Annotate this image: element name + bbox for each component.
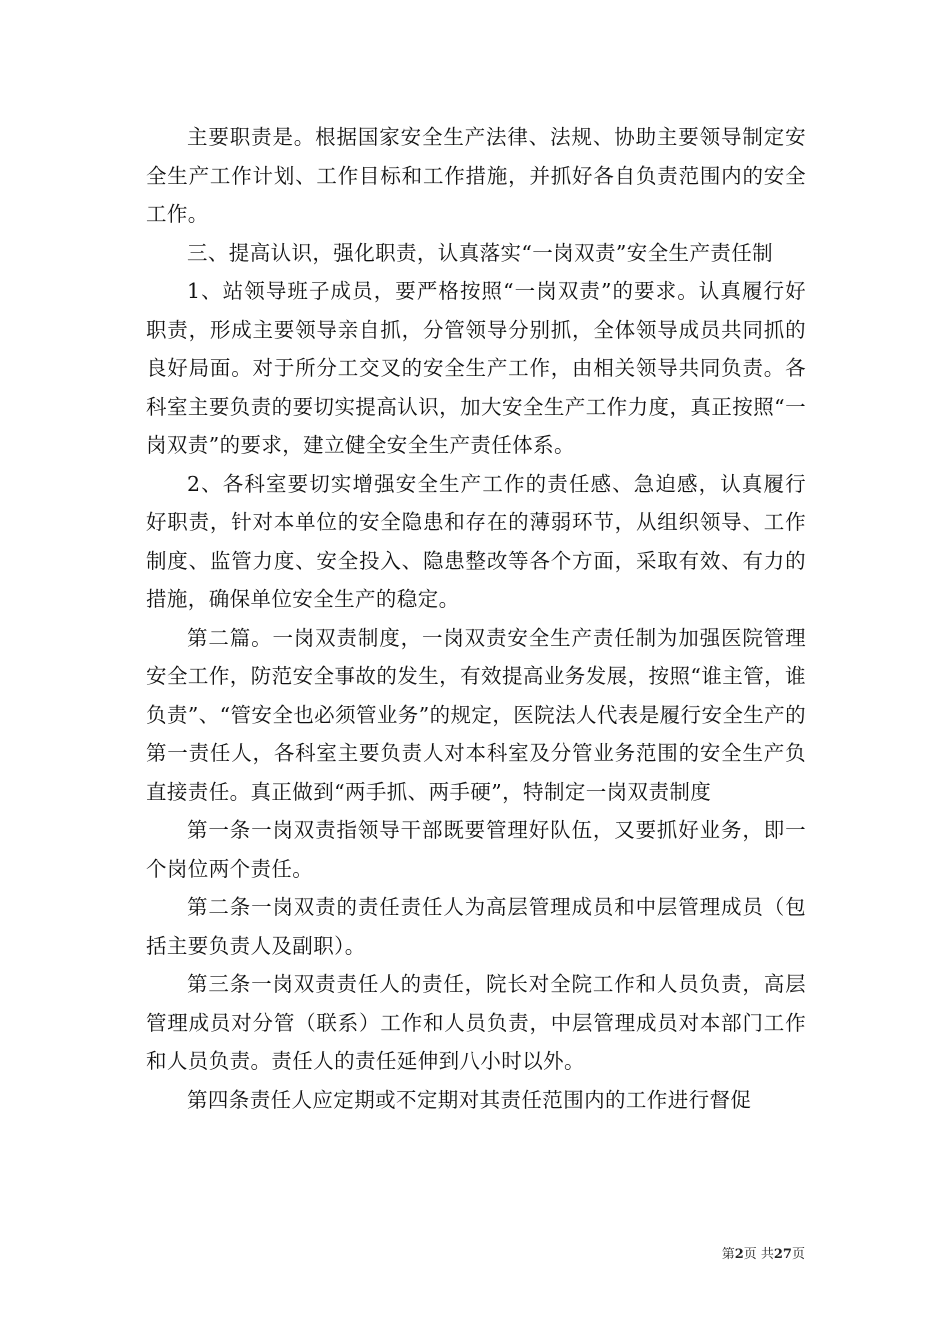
page-number-footer — [722, 1246, 805, 1264]
document-body — [146, 118, 806, 1119]
footer-prefix: 第 — [721, 1247, 735, 1262]
article-three: 第三条一岗双责责任人的责任，院长对全院工作和人员负责，高层管理成员对分管（联系）工作和人员负责，中层管理成员对本部门工作和人员负责。责任人的责任延伸到八小时以外。 — [146, 972, 806, 1073]
article-one: 第一条一岗双责指领导干部既要管理好队伍，又要抓好业务，即一个岗位两个责任。 — [146, 818, 806, 881]
section-heading-three: 三、提高认识，强化职责，认真落实“一岗双责”安全生产责任制 — [187, 240, 774, 265]
article-four: 第四条责任人应定期或不定期对其责任范围内的工作进行督促 — [187, 1087, 752, 1112]
paragraph-duties: 主要职责是。根据国家安全生产法律、法规、协助主要领导制定安全生产工作计划、工作目标和工作措施，并抓好各自负责范围内的安全工作。 — [146, 125, 806, 226]
paragraph-item-1: 1、站领导班子成员，要严格按照“一岗双责”的要求。认真履行好职责，形成主要领导亲自抓，分管领导分别抓，全体领导成员共同抓的良好局面。对于所分工交叉的安全生产工作，由相关领导共同负责。各科室主要负责的要切实提高认识，加大安全生产工作力度，真正按照“一岗双责”的要求，建立健全安全生产责任体系。 — [146, 279, 806, 457]
footer-middle: 页 共 — [743, 1247, 774, 1262]
current-page-number: 2 — [734, 1247, 744, 1262]
total-page-count: 27 — [773, 1247, 792, 1262]
paragraph-part-two: 第二篇。一岗双责制度，一岗双责安全生产责任制为加强医院管理安全工作，防范安全事故的发生，有效提高业务发展，按照“谁主管，谁负责”、“管安全也必须管业务”的规定，医院法人代表是履行安全生产的第一责任人，各科室主要负责人对本科室及分管业务范围的安全生产负直接责任。真正做到“两手抓、两手硬”，特制定一岗双责制度 — [146, 625, 806, 804]
footer-suffix: 页 — [791, 1247, 805, 1262]
article-two: 第二条一岗双责的责任责任人为高层管理成员和中层管理成员（包括主要负责人及副职）。 — [146, 895, 806, 958]
paragraph-item-2: 2、各科室要切实增强安全生产工作的责任感、急迫感，认真履行好职责，针对本单位的安全隐患和存在的薄弱环节，从组织领导、工作制度、监管力度、安全投入、隐患整改等各个方面，采取有效、有力的措施，确保单位安全生产的稳定。 — [146, 471, 806, 611]
